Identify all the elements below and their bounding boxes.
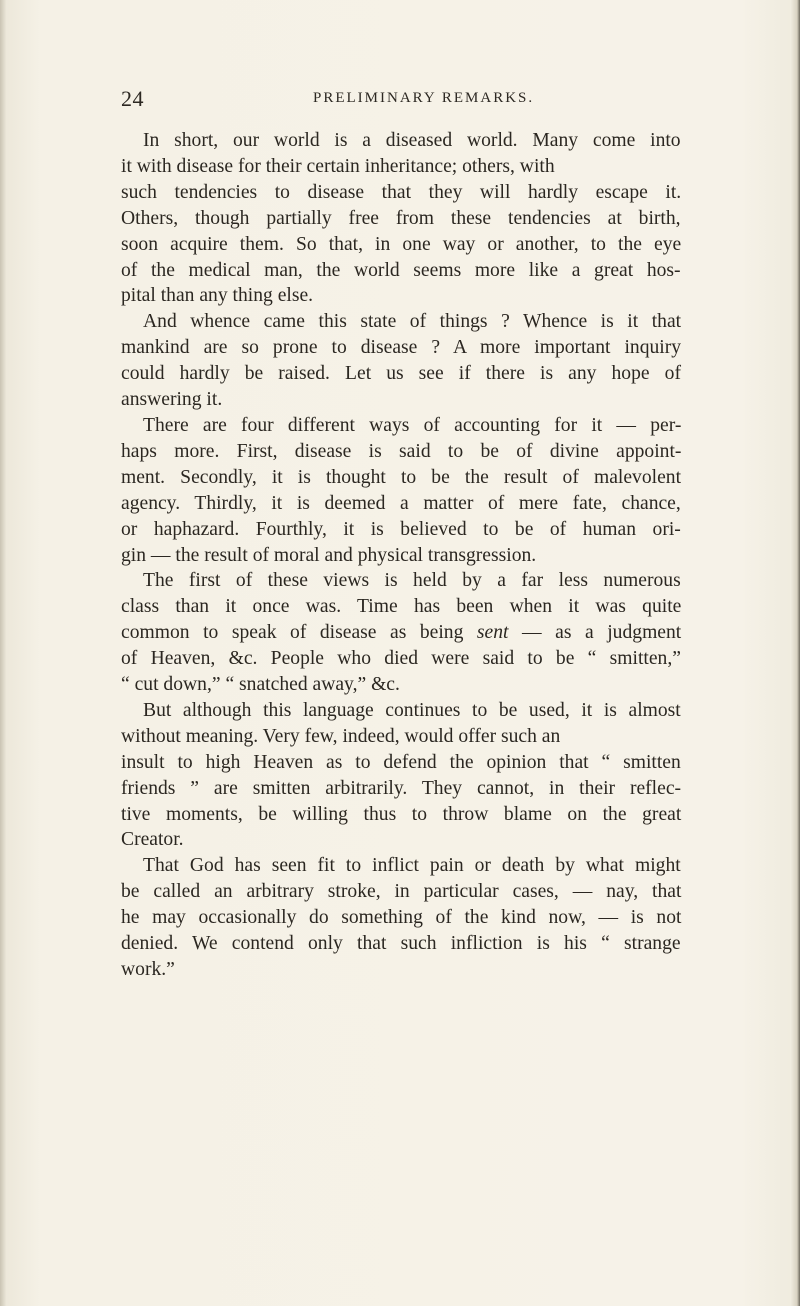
text-line: insult to high Heaven as to defend the opinion that “ smitten xyxy=(121,751,681,773)
text-line: could hardly be raised. Let us see if there is any hope of xyxy=(121,363,681,385)
text-line: such tendencies to disease that they will hardly escape it. xyxy=(121,181,682,203)
text-line: Others, though partially free from these tendencies at birth, xyxy=(121,207,681,229)
text-line: class than it once was. Time has been when it was quite xyxy=(121,596,682,618)
text-line: work.” xyxy=(121,959,175,980)
text-line: That God has seen fit to inflict pain or death by what might xyxy=(143,855,681,877)
text-line: soon acquire them. So that, in one way or another, to the eye xyxy=(121,233,682,255)
text-line: or haphazard. Fourthly, it is believed to be of human ori- xyxy=(121,518,681,540)
paragraph xyxy=(121,413,681,568)
text-line: of the medical man, the world seems more like a great hos- xyxy=(121,259,681,281)
text-line: friends ” are smitten arbitrarily. They cannot, in their reflec- xyxy=(121,777,682,799)
text-line: And whence came this state of things ? Whence is it that xyxy=(143,311,682,333)
text-line: gin — the result of moral and physical transgression. xyxy=(121,544,537,566)
text-line: denied. We contend only that such infliction is his “ strange xyxy=(121,933,681,955)
page-header xyxy=(121,86,681,116)
paragraph xyxy=(121,698,681,853)
running-head: PRELIMINARY REMARKS. xyxy=(313,90,535,106)
paragraph xyxy=(121,128,681,309)
text-line: ment. Secondly, it is thought to be the result of malevolent xyxy=(121,466,682,488)
text-line: But although this language continues to be used, it is almost xyxy=(143,699,681,721)
text-line: There are four different ways of accounting for it — per- xyxy=(143,414,682,436)
text-line: In short, our world is a diseased world. Many come into xyxy=(143,130,681,151)
text-line: Creator. xyxy=(121,829,184,851)
text-line: agency. Thirdly, it is deemed a matter of mere fate, chance, xyxy=(121,492,681,514)
text-line: it with disease for their certain inheritance; others, with xyxy=(121,155,555,177)
text-line: haps more. First, disease is said to be of divine appoint- xyxy=(121,440,682,462)
text-line: mankind are so prone to disease ? A more important inquiry xyxy=(121,337,682,359)
page-edge-shadow xyxy=(790,0,800,1306)
text-line: be called an arbitrary stroke, in particular cases, — nay, that xyxy=(121,881,682,903)
paragraph xyxy=(121,309,681,413)
text-line: without meaning. Very few, indeed, would offer such an xyxy=(121,725,561,747)
page-gutter-shadow xyxy=(0,0,6,1306)
text-line: common to speak of disease as being sent — as a judgment xyxy=(121,622,682,644)
paragraph xyxy=(121,568,681,698)
text-line: of Heaven, &c. People who died were said to be “ smitten,” xyxy=(121,648,681,670)
text-line: The first of these views is held by a far less numerous xyxy=(143,570,681,592)
body-text xyxy=(121,128,681,983)
text-line: answering it. xyxy=(121,389,223,411)
text-line: tive moments, be willing thus to throw blame on the great xyxy=(121,803,682,825)
paragraph xyxy=(121,853,681,983)
text-line: pital than any thing else. xyxy=(121,285,314,307)
page-number: 24 xyxy=(121,86,144,111)
text-line: he may occasionally do something of the kind now, — is not xyxy=(121,907,682,929)
text-line: “ cut down,” “ snatched away,” &c. xyxy=(121,674,400,696)
